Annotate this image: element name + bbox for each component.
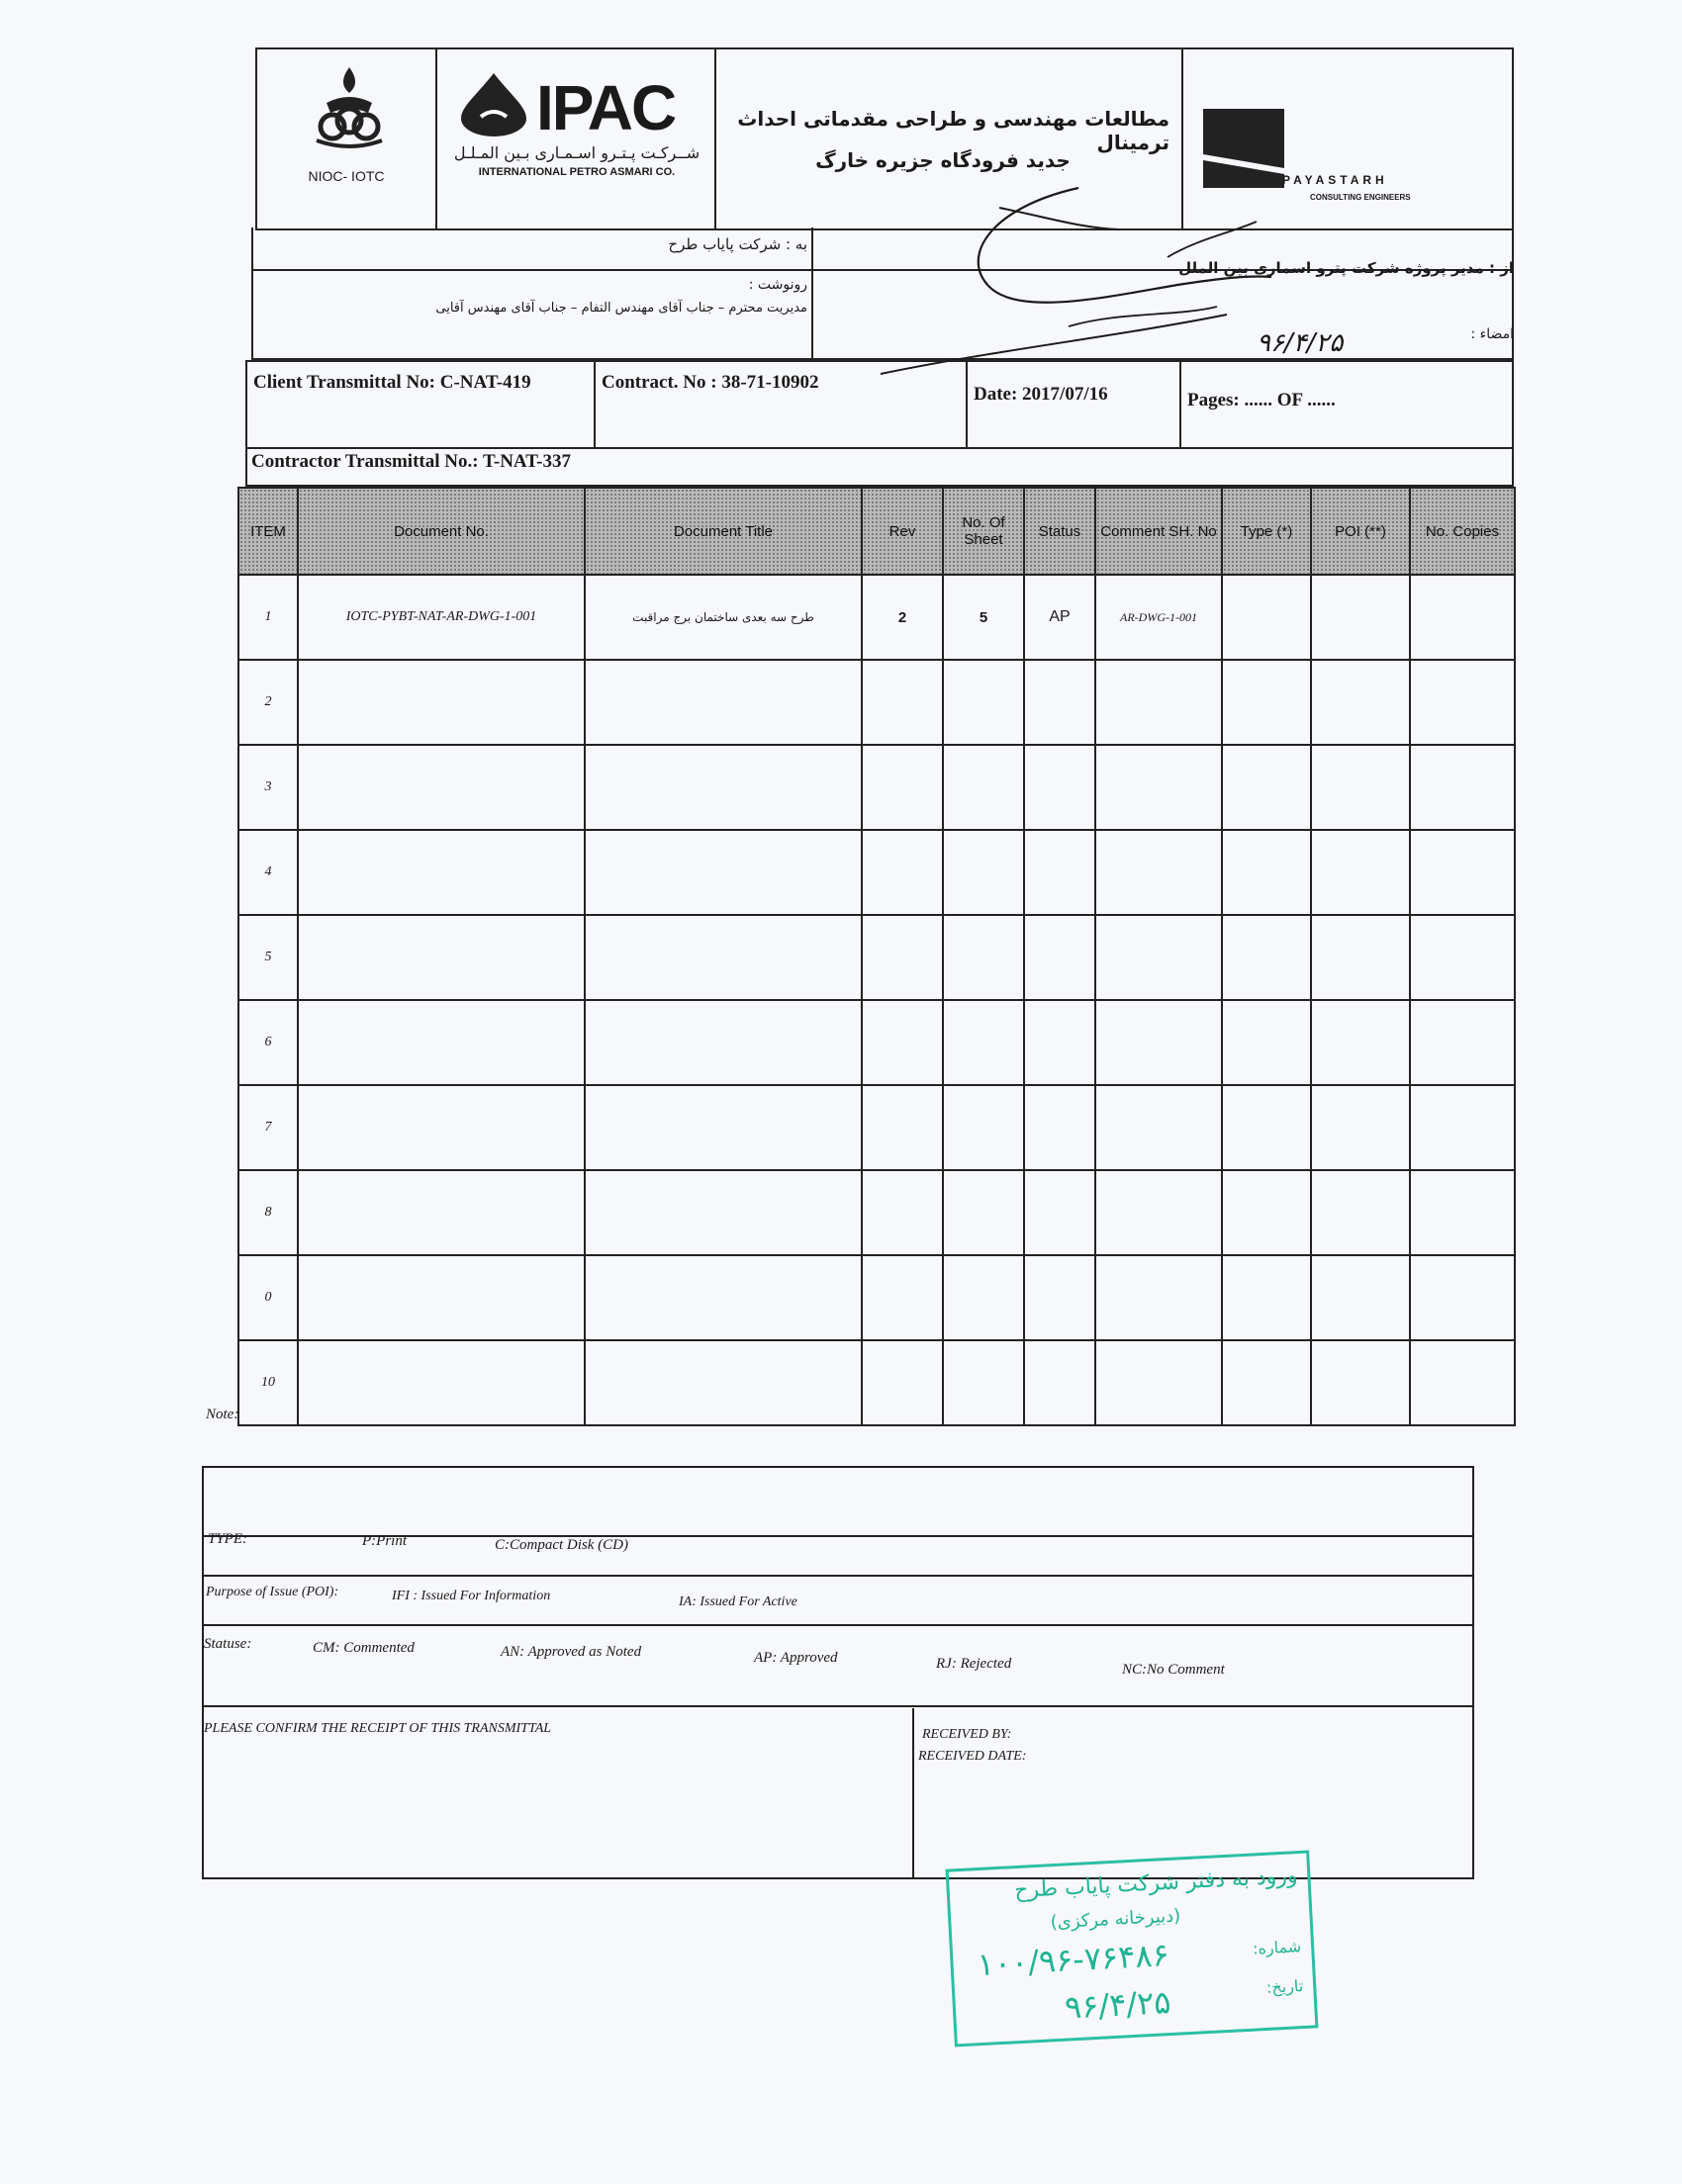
received-date-label: RECEIVED DATE: — [918, 1749, 1027, 1764]
cell-rev — [862, 660, 943, 745]
cell-status — [1024, 915, 1095, 1000]
header-item: ITEM — [238, 488, 298, 575]
cell-sheets — [943, 660, 1024, 745]
table-row — [238, 1170, 1515, 1255]
documents-table-body — [238, 575, 1515, 1425]
cell-type — [1222, 660, 1311, 745]
table-header-row — [238, 488, 1515, 575]
table-row — [238, 745, 1515, 830]
cell-sheets — [943, 745, 1024, 830]
cell-poi — [1311, 1255, 1410, 1340]
ipac-drop-icon — [457, 71, 530, 136]
cell-type — [1222, 915, 1311, 1000]
table-row — [238, 915, 1515, 1000]
cell-status — [1024, 1085, 1095, 1170]
cell-status: AP — [1024, 575, 1095, 660]
cell-doc-no — [298, 745, 585, 830]
cell-rev — [862, 1085, 943, 1170]
cell-doc-title — [585, 1170, 862, 1255]
header-poi: POI (**) — [1311, 488, 1410, 575]
stamp-number: ۱۰۰/۹۶-۷۶۴۸۶ — [976, 1936, 1170, 1984]
table-row — [238, 1255, 1515, 1340]
cell-poi — [1311, 1085, 1410, 1170]
niocl-logo-cell — [257, 49, 437, 228]
references-row — [245, 360, 1514, 449]
cell-status — [1024, 830, 1095, 915]
contract-no: Contract. No : 38-71-10902 — [596, 362, 968, 447]
cell-doc-no — [298, 1000, 585, 1085]
legend-block — [202, 1466, 1474, 1879]
handwritten-signature — [821, 148, 1316, 386]
handwritten-date: ۹۶/۴/۲۵ — [1257, 328, 1344, 358]
signature-label: امضاء : — [1470, 326, 1514, 342]
status-approved: AP: Approved — [754, 1650, 838, 1666]
transmittal-date: Date: 2017/07/16 — [968, 362, 1181, 447]
cell-copies — [1410, 660, 1515, 745]
cell-doc-no — [298, 1255, 585, 1340]
type-label: TYPE: — [208, 1531, 248, 1547]
legend-divider — [204, 1624, 1472, 1626]
cell-doc-title: طرح سه بعدی ساختمان برج مراقبت — [585, 575, 862, 660]
cell-doc-title — [585, 1255, 862, 1340]
received-by-label: RECEIVED BY: — [922, 1727, 1012, 1742]
cell-status — [1024, 1255, 1095, 1340]
cell-doc-no — [298, 915, 585, 1000]
cell-sheets — [943, 830, 1024, 915]
cell-type — [1222, 1255, 1311, 1340]
cell-type — [1222, 1085, 1311, 1170]
cell-rev — [862, 1170, 943, 1255]
cell-comment — [1095, 1085, 1222, 1170]
cell-type — [1222, 745, 1311, 830]
ipac-logo-cell — [437, 49, 716, 228]
cell-status — [1024, 660, 1095, 745]
status-label: Statuse: — [204, 1636, 252, 1652]
cell-status — [1024, 1170, 1095, 1255]
cell-poi — [1311, 915, 1410, 1000]
cell-doc-no — [298, 1085, 585, 1170]
cell-rev — [862, 830, 943, 915]
cell-poi — [1311, 830, 1410, 915]
cell-poi — [1311, 660, 1410, 745]
cell-comment — [1095, 830, 1222, 915]
cell-rev — [862, 1000, 943, 1085]
niocl-logo-icon — [307, 63, 392, 154]
from-sender: از : مدیر پروژه شرکت پترو اسماری بین الملل — [1178, 259, 1514, 277]
table-row — [238, 830, 1515, 915]
contractor-transmittal-no: Contractor Transmittal No.: T-NAT-337 — [245, 449, 1514, 487]
note-label: Note: — [206, 1407, 239, 1422]
niocl-label: NIOC- IOTC — [308, 168, 385, 184]
type-print: P:Print — [362, 1533, 407, 1549]
entry-stamp — [946, 1850, 1319, 2047]
header-comment: Comment SH. No — [1095, 488, 1222, 575]
cell-comment — [1095, 660, 1222, 745]
cell-sheets — [943, 1085, 1024, 1170]
legend-divider — [204, 1575, 1472, 1577]
poi-label: Purpose of Issue (POI): — [206, 1585, 339, 1599]
header-type: Type (*) — [1222, 488, 1311, 575]
cell-poi — [1311, 1170, 1410, 1255]
cell-rev — [862, 915, 943, 1000]
client-transmittal-no: Client Transmittal No: C-NAT-419 — [247, 362, 596, 447]
cell-status — [1024, 1000, 1095, 1085]
stamp-number-label: شماره: — [1252, 1937, 1302, 1958]
cell-copies — [1410, 745, 1515, 830]
poi-ia: IA: Issued For Active — [679, 1594, 797, 1609]
cell-type — [1222, 575, 1311, 660]
status-no-comment: NC:No Comment — [1122, 1662, 1225, 1678]
type-cd: C:Compact Disk (CD) — [495, 1537, 628, 1553]
ipac-logo-text: IPAC — [536, 72, 676, 143]
table-row — [238, 1000, 1515, 1085]
cell-poi — [1311, 1000, 1410, 1085]
cell-status — [1024, 745, 1095, 830]
cell-rev: 2 — [862, 575, 943, 660]
cell-type — [1222, 1000, 1311, 1085]
cell-doc-title — [585, 1085, 862, 1170]
cell-item: 8 — [238, 1170, 298, 1255]
payastarh-subtitle: CONSULTING ENGINEERS — [1310, 193, 1411, 202]
cell-doc-no: IOTC-PYBT-NAT-AR-DWG-1-001 — [298, 575, 585, 660]
table-row — [238, 1085, 1515, 1170]
cell-rev — [862, 1255, 943, 1340]
cell-item: 2 — [238, 660, 298, 745]
status-rejected: RJ: Rejected — [936, 1656, 1012, 1672]
cell-sheets — [943, 1255, 1024, 1340]
cell-item: 4 — [238, 830, 298, 915]
to-recipient: به : شرکت پایاب طرح — [668, 235, 807, 253]
cell-doc-no — [298, 1170, 585, 1255]
legend-divider — [204, 1705, 1472, 1707]
cell-comment — [1095, 915, 1222, 1000]
header-status: Status — [1024, 488, 1095, 575]
cell-doc-title — [585, 1000, 862, 1085]
stamp-date: ۹۶/۴/۲۵ — [1064, 1983, 1172, 2027]
header-copies: No. Copies — [1410, 488, 1515, 575]
cell-doc-title — [585, 745, 862, 830]
cell-type — [1222, 1170, 1311, 1255]
header-doc-title: Document Title — [585, 488, 862, 575]
cell-copies — [1410, 915, 1515, 1000]
cell-rev — [862, 745, 943, 830]
payastarh-name: PAYASTARH — [1282, 173, 1388, 187]
cell-sheets — [943, 915, 1024, 1000]
stamp-line1: ورود به دفتر شرکت پایاب طرح — [1013, 1864, 1299, 1904]
cell-poi — [1311, 745, 1410, 830]
cell-comment — [1095, 745, 1222, 830]
cell-comment — [1095, 1000, 1222, 1085]
header-sheets: No. Of Sheet — [943, 488, 1024, 575]
cell-doc-title — [585, 830, 862, 915]
cell-copies — [1410, 830, 1515, 915]
cell-comment — [1095, 1170, 1222, 1255]
cell-item: 6 — [238, 1000, 298, 1085]
cell-item: 1 — [238, 575, 298, 660]
cell-item: 10 — [238, 1340, 298, 1425]
cell-comment: AR-DWG-1-001 — [1095, 575, 1222, 660]
ipac-name-en: INTERNATIONAL PETRO ASMARI CO. — [478, 166, 676, 178]
cell-poi — [1311, 575, 1410, 660]
poi-ifi: IFI : Issued For Information — [392, 1589, 551, 1603]
cc-recipients: مدیریت محترم – جناب آقای مهندس التفام – جناب آقای مهندس آقایی — [435, 301, 807, 316]
cell-copies — [1410, 1000, 1515, 1085]
addressing-vertical-divider — [811, 228, 813, 358]
project-title-line2: جدید فرودگاه جزیره خارگ — [815, 148, 1071, 172]
cell-copies — [1410, 1085, 1515, 1170]
cell-doc-title — [585, 660, 862, 745]
confirm-receipt-text: PLEASE CONFIRM THE RECEIPT OF THIS TRANSMITTAL — [204, 1721, 552, 1736]
project-title-line1: مطالعات مهندسی و طراحی مقدماتی احداث ترمینال — [737, 107, 1169, 154]
cell-doc-no — [298, 660, 585, 745]
receipt-divider — [912, 1708, 914, 1877]
cell-copies — [1410, 1255, 1515, 1340]
cc-label: رونوشت : — [748, 277, 807, 293]
cell-item: 3 — [238, 745, 298, 830]
documents-table-wrap — [237, 487, 1514, 1426]
header-doc-no: Document No. — [298, 488, 585, 575]
table-row — [238, 575, 1515, 660]
table-row — [238, 660, 1515, 745]
cell-doc-title — [585, 915, 862, 1000]
cell-sheets — [943, 1000, 1024, 1085]
cell-item: 5 — [238, 915, 298, 1000]
cell-copies — [1410, 1170, 1515, 1255]
ipac-name-fa: شــرکـت پـتـرو اسـمـاری بـین المـلـل — [453, 143, 701, 162]
cell-sheets — [943, 1170, 1024, 1255]
cell-item: 7 — [238, 1085, 298, 1170]
cell-item: 0 — [238, 1255, 298, 1340]
cell-type — [1222, 830, 1311, 915]
status-approved-as-noted: AN: Approved as Noted — [501, 1644, 642, 1660]
documents-table — [237, 487, 1516, 1426]
cell-comment — [1095, 1255, 1222, 1340]
cell-doc-no — [298, 830, 585, 915]
cell-sheets: 5 — [943, 575, 1024, 660]
stamp-line2: (دبیرخانه مرکزی) — [1050, 1905, 1181, 1934]
stamp-date-label: تاریخ: — [1265, 1975, 1304, 1997]
header-rev: Rev — [862, 488, 943, 575]
status-commented: CM: Commented — [313, 1640, 415, 1656]
pages-count: Pages: ...... OF ...... — [1187, 390, 1336, 410]
cell-copies — [1410, 575, 1515, 660]
